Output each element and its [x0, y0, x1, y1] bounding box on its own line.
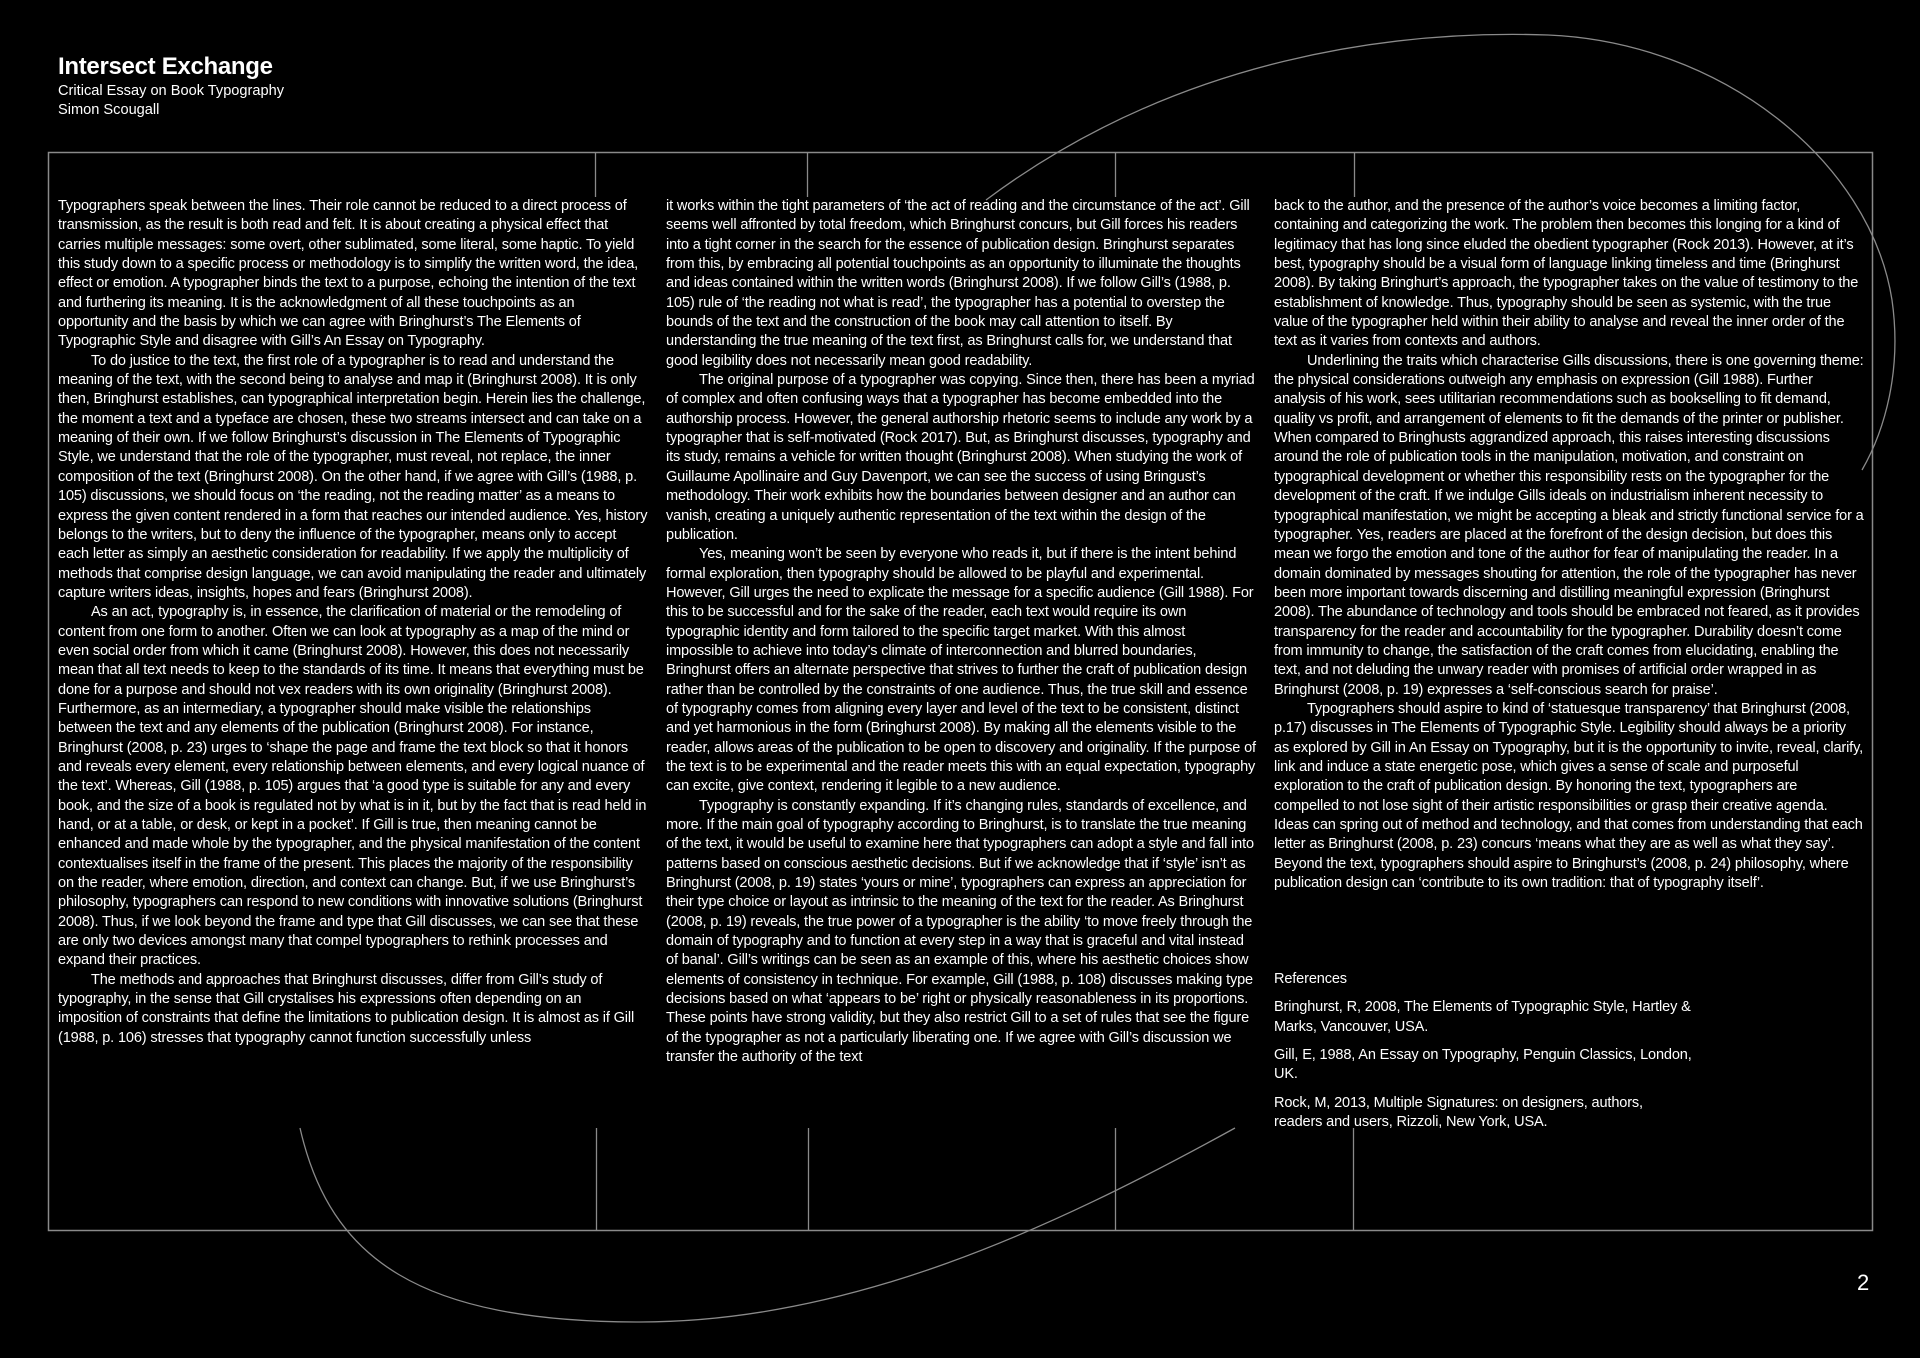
document-title: Intersect Exchange: [58, 53, 273, 80]
paragraph: Typographers should aspire to kind of ‘statuesque transparency’ that Bringhurst (2008, p.17) discusses in The Elements of Typographic Style. Legibility should always be a priority as explored by Gill in An Essay on Typography, but it is the opportunity to invite, reveal, clarify, link and induce a state energetic pose, which gives a sense of scale and purposeful exploration to the craft of publication design. By honoring the text, typographers are compelled to not lose sight of their artistic responsibilities or grasp their creative agenda. Ideas can spring out of method and technology, and that comes from understanding that each letter as Bringhurst (2008, p. 23) concurs ‘means what they are as well as what they say’. Beyond the text, typographers should aspire to Bringhurst’s (2008, p. 24) philosophy, where publication design can ‘contribute to its own tradition: that of typography itself’.: [1274, 700, 1864, 892]
reference-item: Rock, M, 2013, Multiple Signatures: on designers, authors, readers and users, Rizzoli, New York, USA.: [1274, 1094, 1643, 1131]
reference-item: Gill, E, 1988, An Essay on Typography, Penguin Classics, London, UK.: [1274, 1047, 1692, 1083]
paragraph: Typography is constantly expanding. If it’s changing rules, standards of excellence, and more. If the main goal of typography according to Bringhurst, is to translate the true meaning of the text, it would be useful to examine here that typographers can adopt a style and fall into patterns based on conscious aesthetic decisions. But if we acknowledge that if ‘style’ isn’t as Bringhurst (2008, p. 19) states ‘yours or mine’, typographers can express an appreciation for their type choice or layout as intrinsic to the meaning of the text for the reader. As Bringhurst (2008, p. 19) reveals, the true power of a typographer is the ability ‘to move freely through the domain of typography and to function at every step in a way that is graceful and vital instead of banal’. Gill’s writings can be seen as an example of this, where his aesthetic choices show elements of consistency in technique. For example, Gill (1988, p. 108) discusses making type decisions based on what ‘appears to be’ right or physically reasonableness in its proportions. These points have strong validity, but they also restrict Gill to a set of rules that see the figure of the typographer as not a particularly liberating one. If we agree with Gill’s discussion we transfer the authority of the text: [666, 797, 1254, 1066]
paragraph: As an act, typography is, in essence, the clarification of material or the remodeling of content from one form to another. Often we can look at typography as a map of the mind or even social order from which it came (Bringhurst 2008). However, this does not necessarily mean that all text needs to keep to the standards of its time. It means that everything must be done for a purpose and should not vex readers with its own originality (Bringhurst 2008). Furthermore, as an intermediary, a typographer should make visible the relationships between the text and any elements of the publication (Bringhurst 2008). For instance, Bringhurst (2008, p. 23) urges to ‘shape the page and frame the text block so that it honors and reveals every element, every relationship between elements, and every logical nuance of the text’. Whereas, Gill (1988, p. 105) argues that ‘a good type is suitable for any and every book, and the size of a book is regulated not by what is in it, but by the fact that is read held in hand, or at a table, or desk, or kept in a pocket’. If Gill is true, then meaning cannot be enhanced and made whole by the typographer, and the physical manifestation of the content contextualises itself in the frame of the present. This places the majority of the responsibility on the reader, where emotion, direction, and context can change. But, if we use Bringhurst’s philosophy, typographers can respond to new conditions with innovative solutions (Bringhurst 2008). Thus, if we look beyond the frame and type that Gill discusses, we can see that these are only two devices amongst many that compel typographers to rethink processes and expand their practices.: [58, 604, 647, 969]
paragraph: The original purpose of a typographer was copying. Since then, there has been a myriad of complex and often confusing ways that a typographer has become embedded into the authorship process. However, the general authorship rhetoric seems to include any work by a typographer that is self-motivated (Rock 2017). But, as Bringhurst discusses, typography and its study, remains a vehicle for written thought (Bringhurst 2008). When studying the work of Guillaume Apollinaire and Guy Davenport, we can see the success of using Bringust’s methodology. Their work exhibits how the boundaries between designer and an author can vanish, creating a uniquely authentic representation of the text within the design of the publication.: [666, 372, 1255, 543]
essay-column-3: [1274, 197, 1864, 893]
document-header: [58, 52, 284, 120]
paragraph: Yes, meaning won’t be seen by everyone who reads it, but if there is the intent behind formal exploration, then typography should be allowed to be playful and experimental. However, Gill urges the need to explicate the message for a specific audience (Gill 1988). For this to be successful and for the sake of the reader, each text would require its own typographic identity and form tailored to the specific target market. With this almost impossible to achieve into today’s climate of interconnection and blurred boundaries, Bringhurst offers an alternate perspective that strives to further the craft of publication design rather than be controlled by the constraints of one audience. Thus, the true skill and essence of typography comes from aligning every layer and level of the text to be consistent, distinct and yet harmonious in the form (Bringhurst 2008). By making all the elements visible to the reader, allows areas of the publication to be open to discovery and originality. If the purpose of the text is to be experimental and the reader meets this with an equal expectation, typography can excite, give context, rendering it legible to a new audience.: [666, 546, 1256, 795]
paragraph: The methods and approaches that Bringhurst discusses, differ from Gill’s study of typography, in the sense that Gill crystalises his expressions often depending on an imposition of constraints that define the limitations to publication design. It is almost as if Gill (1988, p. 106) stresses that typography cannot function successfully unless: [58, 971, 635, 1046]
paragraph: To do justice to the text, the first role of a typographer is to read and understand the meaning of the text, with the second being to analyse and map it (Bringhurst 2008). It is only then, Bringhurst establishes, can typographical interpretation begin. Herein lies the challenge, the moment a text and a typeface are chosen, these two streams intersect and can take on a meaning of their own. If we follow Bringhurst’s discussion in The Elements of Typographic Style, we understand that the role of the typographer, must reveal, not replace, the inner composition of the text (Bringhurst 2008). On the other hand, if we agree with Gill’s (1988, p. 105) discussions, we should focus on ‘the reading, not the reading matter’ as a means to express the given content rendered in a form that reaches our intended audience. Yes, history belongs to the writers, but to deny the influence of the typographer, means only to accept each letter as simply an aesthetic consideration for readability. If we apply the multiplicity of methods that comprise design language, we can avoid manipulating the reader and ultimately capture writers ideas, insights, hopes and fears (Bringhurst 2008).: [58, 352, 648, 601]
paragraph: Typographers speak between the lines. Their role cannot be reduced to a direct process of transmission, as the result is both read and felt. It is about creating a physical effect that carries multiple messages: some overt, other sublimated, some literal, some haptic. To yield this study down to a specific process or methodology is to simplify the written word, the idea, effect or emotion. A typographer binds the text to a purpose, echoing the intention of the text and furthering its meaning. It is the acknowledgment of all these touchpoints as an opportunity and the basis by which we can agree with Bringhurst’s The Elements of Typographic Style and disagree with Gill’s An Essay on Typography.: [58, 198, 639, 350]
ellipse-arc-bottom: [300, 1128, 1235, 1322]
page-number: 2: [1857, 1270, 1870, 1295]
reference-item: Bringhurst, R, 2008, The Elements of Typographic Style, Hartley & Marks, Vancouver, USA.: [1274, 999, 1691, 1035]
document-subtitle: Critical Essay on Book Typography: [58, 83, 285, 99]
essay-column-2: [666, 197, 1256, 1067]
paragraph: back to the author, and the presence of the author’s voice becomes a limiting factor, containing and categorizing the work. The problem then becomes this longing for a kind of legitimacy that has long since eluded the obedient typographer (Rock 2013). However, at it’s best, typography should be a visual form of language linking timeless and time (Bringhurst 2008). By taking Bringhurt’s approach, the typographer takes on the value of testimony to the establishment of knowledge. Thus, typography should be seen as systemic, with the true value of the typographer held within their ability to analyse and reveal the inner order of the text as it varies from contexts and authors.: [1274, 198, 1859, 350]
essay-column-1: [58, 197, 648, 1048]
paragraph: it works within the tight parameters of ‘the act of reading and the circumstance of the act’. Gill seems well affronted by total freedom, which Bringhurst concurs, but Gill forces his readers into a tight corner in the search for the essence of publication design. Bringhurst separates from this, by embracing all potential touchpoints as an opportunity to illuminate the thoughts and ideas contained within the written words (Bringhurst 2008). If we follow Gill’s (1988, p. 105) rule of ‘the reading not what is read’, the typographer has a potential to overstep the bounds of the text and the construction of the book may call attention to itself. By understanding the true meaning of the text first, as Bringhurst calls for, we understand that good legibility does not necessarily mean good readability.: [666, 198, 1250, 369]
paragraph: Underlining the traits which characterise Gills discussions, there is one governing theme: the physical considerations outweigh any emphasis on expression (Gill 1988). Further analysis of his work, sees utilitarian recommendations such as bookselling to fit demand, quality vs profit, and arrangement of elements to fit the demands of the printer or publisher. When compared to Bringhusts aggrandized approach, this raises interesting discussions around the role of publication tools in the manipulation, motivation, and constraint on typographical development or whether this responsibility rests on the typographer for the development of the craft. If we indulge Gills ideals on industrialism inherent necessity to typographical manifestation, we might be accepting a bleak and strictly functional service for a typographer. Yes, readers are placed at the forefront of the design decision, but does this mean we forgo the emotion and tone of the author for fear of manipulating the reader. In a domain dominated by messages shouting for attention, the role of the typographer has never been more important towards discerning and distilling meaningful expression (Bringhurst 2008). The abundance of technology and tools should be embraced not feared, as it provides transparency for the reader and accountability for the typographer. Durability doesn’t come from immunity to change, the satisfaction of the craft comes from elucidating, enabling the text, and not deluding the unwary reader with promises of artificial order wrapped in as Bringhurst (2008, p. 19) expresses a ‘self-conscious search for praise’.: [1274, 352, 1864, 698]
document-author: Simon Scougall: [58, 102, 160, 118]
references-heading: References: [1274, 971, 1347, 987]
references-section: [1274, 970, 1694, 1141]
